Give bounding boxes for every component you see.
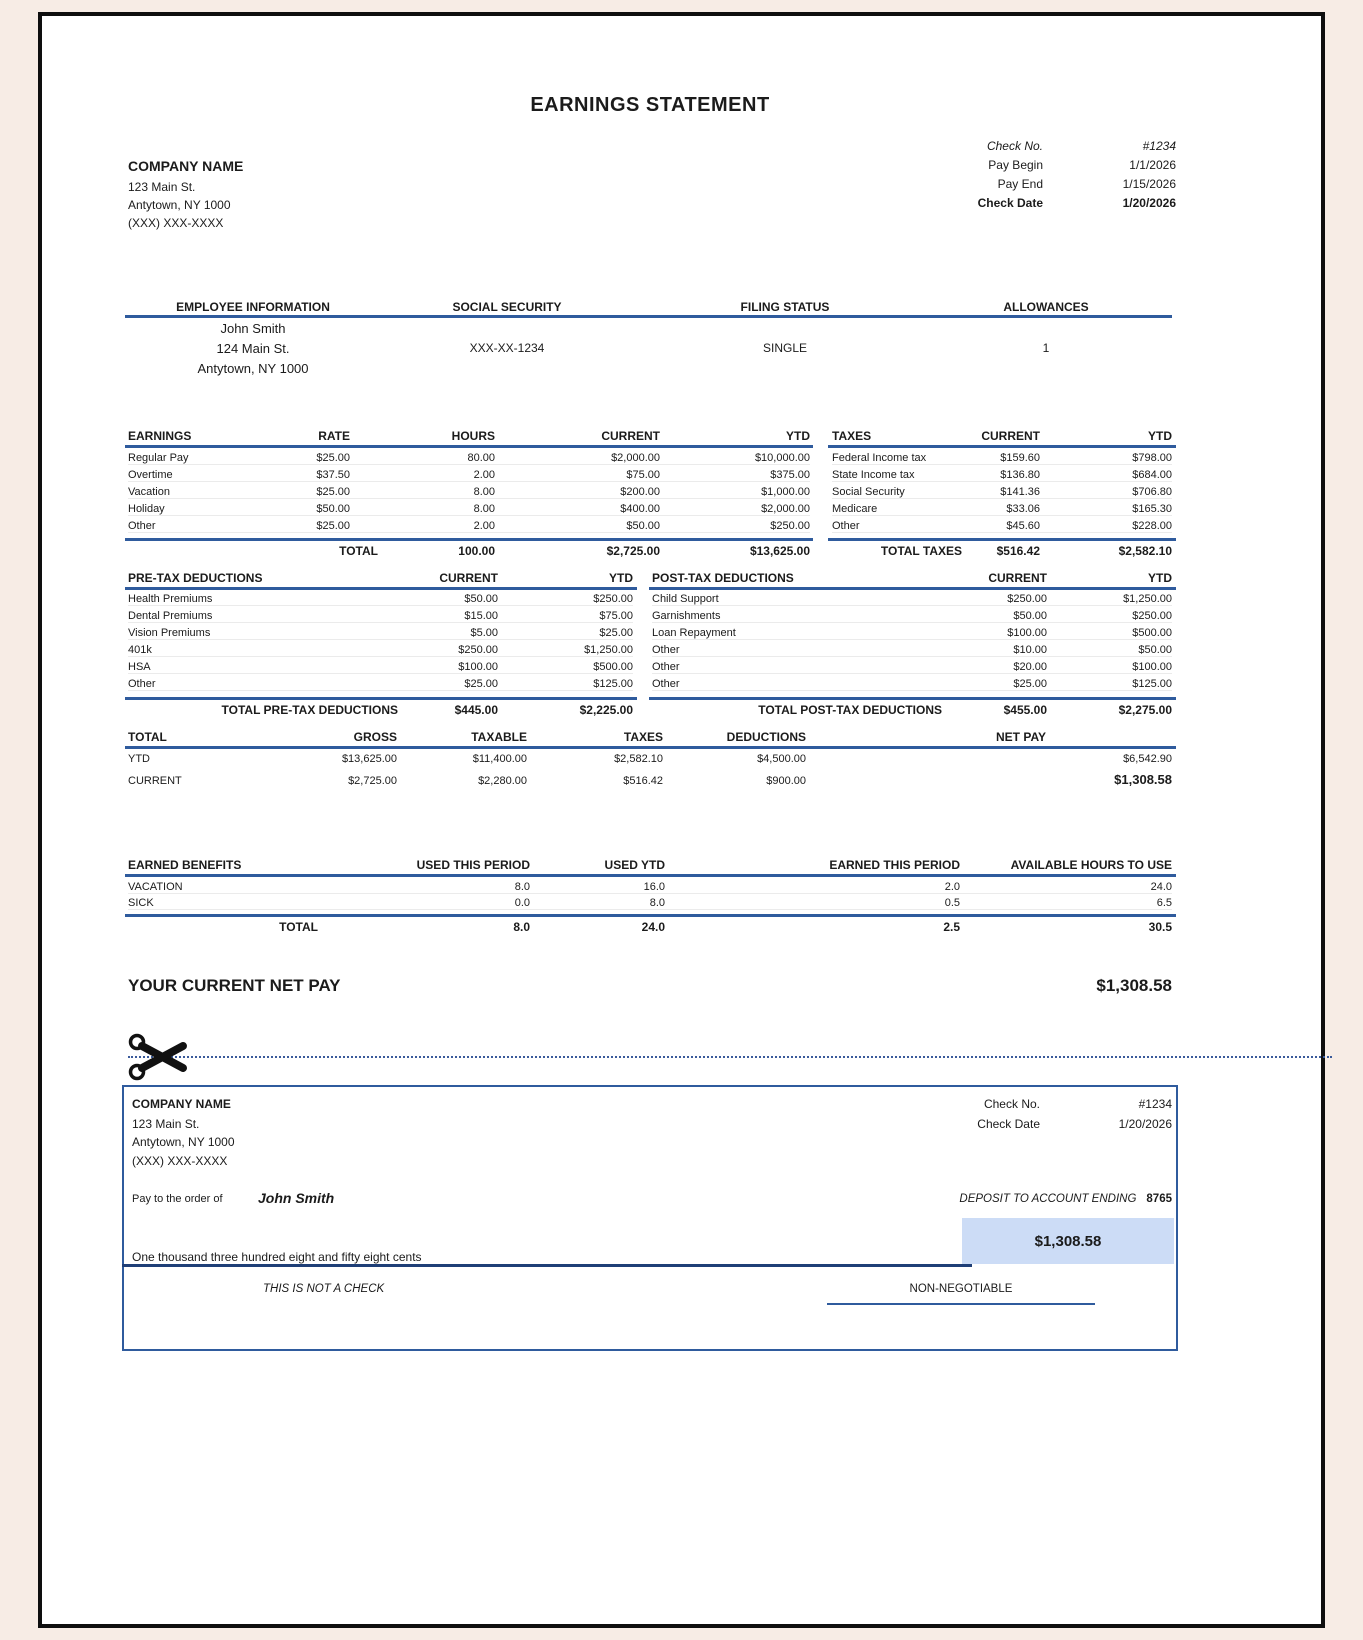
total-rule xyxy=(125,697,637,700)
totals-header-row xyxy=(128,730,1172,744)
payee-name: John Smith xyxy=(258,1190,335,1206)
company-city: Antytown, NY 1000 xyxy=(128,198,231,212)
non-negotiable-rule xyxy=(827,1303,1095,1305)
page-title: EARNINGS STATEMENT xyxy=(530,94,770,116)
posttax-total-current: $455.00 xyxy=(1003,703,1047,717)
header-rule xyxy=(125,874,1176,877)
totals-cell: $2,582.10 xyxy=(614,753,663,765)
benefits-total-cell: 8.0 xyxy=(513,920,530,934)
company-phone: (XXX) XXX-XXXX xyxy=(128,216,224,230)
posttax-cell: $50.00 xyxy=(1013,610,1047,622)
taxes-row xyxy=(832,503,1172,516)
benefits-cell: 24.0 xyxy=(1150,881,1172,893)
earnings-cell: $37.50 xyxy=(316,469,350,481)
check-date-row xyxy=(900,1117,1172,1131)
taxes-cell: $684.00 xyxy=(1132,469,1172,481)
taxes-total-ytd: $2,582.10 xyxy=(1118,544,1172,558)
benefits-total-cell: 24.0 xyxy=(641,920,665,934)
pretax-cell: $125.00 xyxy=(593,678,633,690)
deductions-header: DEDUCTIONS xyxy=(726,730,806,744)
posttax-cell: Garnishments xyxy=(652,610,721,622)
pretax-cell: $250.00 xyxy=(593,593,633,605)
pay-to-label: Pay to the order of xyxy=(132,1193,223,1205)
totals-cell: YTD xyxy=(128,753,150,765)
benefits-row xyxy=(128,897,1172,910)
pay-begin-label: Pay Begin xyxy=(988,158,1043,172)
totals-row-current xyxy=(128,772,1172,787)
pretax-cell: Health Premiums xyxy=(128,593,213,605)
earnings-cell: 2.00 xyxy=(473,520,495,532)
earnings-total-ytd: $13,625.00 xyxy=(749,544,810,558)
earnings-cell: $2,000.00 xyxy=(611,452,660,464)
posttax-header-row xyxy=(652,571,1172,585)
taxes-row xyxy=(832,520,1172,533)
benefits-row xyxy=(128,881,1172,894)
earnings-cell: Vacation xyxy=(128,486,170,498)
earnings-cell: 8.00 xyxy=(473,503,495,515)
earnings-row xyxy=(128,486,810,499)
benefits-cell: 16.0 xyxy=(643,881,665,893)
totals-cell: $2,725.00 xyxy=(348,775,397,787)
taxes-cell: $45.60 xyxy=(1006,520,1040,532)
posttax-cell: Child Support xyxy=(652,593,719,605)
check-company-city: Antytown, NY 1000 xyxy=(132,1135,235,1149)
pay-end-value: 1/15/2026 xyxy=(1122,177,1176,191)
taxes-row xyxy=(832,469,1172,482)
check-no-row xyxy=(900,1097,1172,1111)
taxable-header: TAXABLE xyxy=(471,730,527,744)
taxes-row xyxy=(832,486,1172,499)
pretax-cell: $50.00 xyxy=(464,593,498,605)
earnings-cell: Regular Pay xyxy=(128,452,189,464)
pretax-current-header: CURRENT xyxy=(439,571,498,585)
posttax-current-header: CURRENT xyxy=(988,571,1047,585)
posttax-cell: $125.00 xyxy=(1132,678,1172,690)
taxes-cell: Other xyxy=(832,520,860,532)
deposit-row xyxy=(800,1193,1172,1205)
posttax-cell: Other xyxy=(652,644,680,656)
earnings-cell: $25.00 xyxy=(316,452,350,464)
header-rule xyxy=(125,315,1172,318)
check-date-value: 1/20/2026 xyxy=(1118,1117,1172,1131)
company-name: COMPANY NAME xyxy=(128,158,244,174)
taxes-cell: $228.00 xyxy=(1132,520,1172,532)
check-amount: $1,308.58 xyxy=(1034,1232,1102,1250)
taxes-cell: $706.80 xyxy=(1132,486,1172,498)
totals-cell: $516.42 xyxy=(623,775,663,787)
posttax-header: POST-TAX DEDUCTIONS xyxy=(652,571,794,585)
taxes-ytd-header: YTD xyxy=(1148,429,1172,443)
earnings-total-label: TOTAL xyxy=(339,544,378,558)
posttax-row xyxy=(652,644,1172,657)
used-period-header: USED THIS PERIOD xyxy=(416,858,530,872)
header-rule xyxy=(125,587,637,590)
earnings-total-hours: 100.00 xyxy=(458,544,495,558)
totals-cell: $11,400.00 xyxy=(472,753,527,765)
taxes-header: TAXES xyxy=(832,429,872,443)
pretax-total-label: TOTAL PRE-TAX DEDUCTIONS xyxy=(221,703,398,717)
header-rule xyxy=(828,445,1176,448)
taxes-total-row xyxy=(832,544,1172,558)
pretax-cell: $5.00 xyxy=(470,627,498,639)
pretax-row xyxy=(128,610,633,623)
totals-row-ytd xyxy=(128,753,1172,765)
non-negotiable-label: NON-NEGOTIABLE xyxy=(909,1283,1013,1295)
earnings-cell: Holiday xyxy=(128,503,165,515)
check-info-row xyxy=(900,139,1176,153)
earnings-cell: Other xyxy=(128,520,156,532)
posttax-cell: $100.00 xyxy=(1007,627,1047,639)
check-date-label: Check Date xyxy=(977,1117,1040,1131)
benefits-total-row xyxy=(128,920,1172,934)
check-amount-box xyxy=(962,1218,1174,1264)
check-no-value: #1234 xyxy=(1138,1097,1172,1111)
company-address: 123 Main St. xyxy=(128,180,196,194)
benefits-total-cell: 2.5 xyxy=(943,920,960,934)
cut-line xyxy=(128,1056,1332,1058)
taxes-cell: Federal Income tax xyxy=(832,452,927,464)
totals-cell: $900.00 xyxy=(766,775,806,787)
earnings-cell: $75.00 xyxy=(626,469,660,481)
totals-cell: $2,280.00 xyxy=(478,775,527,787)
header-rule xyxy=(125,746,1176,749)
amount-words-line xyxy=(122,1240,972,1267)
earnings-cell: 2.00 xyxy=(473,469,495,481)
posttax-ytd-header: YTD xyxy=(1148,571,1172,585)
pretax-ytd-header: YTD xyxy=(609,571,633,585)
earnings-cell: $2,000.00 xyxy=(761,503,810,515)
taxes-total-label: TOTAL TAXES xyxy=(880,544,962,558)
header-rule xyxy=(649,587,1176,590)
earnings-cell: $250.00 xyxy=(770,520,810,532)
posttax-cell: $50.00 xyxy=(1138,644,1172,656)
earnings-cell: $50.00 xyxy=(626,520,660,532)
employee-ssn: XXX-XX-1234 xyxy=(469,341,545,355)
check-company-address: 123 Main St. xyxy=(132,1117,200,1131)
deposit-label: DEPOSIT TO ACCOUNT ENDING xyxy=(959,1193,1137,1205)
posttax-cell: $25.00 xyxy=(1013,678,1047,690)
benefits-cell: 0.0 xyxy=(514,897,530,909)
posttax-row xyxy=(652,627,1172,640)
pretax-cell: Vision Premiums xyxy=(128,627,211,639)
current-net-pay-amount: $1,308.58 xyxy=(1096,976,1172,995)
totals-cell: $13,625.00 xyxy=(341,753,397,765)
check-date-label: Check Date xyxy=(977,196,1043,210)
allowances-col-header: ALLOWANCES xyxy=(1003,300,1089,314)
used-ytd-header: USED YTD xyxy=(604,858,665,872)
amount-words: One thousand three hundred eight and fifty eight cents xyxy=(132,1250,422,1264)
earnings-header: EARNINGS xyxy=(128,429,192,443)
taxes-cell: Social Security xyxy=(832,486,905,498)
posttax-row xyxy=(652,678,1172,691)
posttax-cell: Loan Repayment xyxy=(652,627,736,639)
employee-city: Antytown, NY 1000 xyxy=(197,361,309,376)
document-page xyxy=(38,12,1325,1628)
check-company-phone: (XXX) XXX-XXXX xyxy=(132,1154,228,1168)
earnings-cell: $375.00 xyxy=(770,469,810,481)
earnings-cell: 80.00 xyxy=(467,452,495,464)
pretax-cell: $15.00 xyxy=(464,610,498,622)
benefits-cell: 0.5 xyxy=(944,897,960,909)
current-header: CURRENT xyxy=(601,429,660,443)
pretax-row xyxy=(128,644,633,657)
earnings-header-row xyxy=(128,429,810,443)
taxes-current-header: CURRENT xyxy=(981,429,1040,443)
check-company-name: COMPANY NAME xyxy=(132,1097,231,1111)
posttax-cell: $250.00 xyxy=(1007,593,1047,605)
benefits-cell: SICK xyxy=(128,897,154,909)
taxes-cell: $141.36 xyxy=(1000,486,1040,498)
pretax-cell: 401k xyxy=(128,644,152,656)
benefits-header-row xyxy=(128,858,1172,872)
employee-info-header xyxy=(128,300,1172,314)
earnings-cell: $50.00 xyxy=(316,503,350,515)
earnings-cell: Overtime xyxy=(128,469,173,481)
total-rule xyxy=(649,697,1176,700)
pay-begin-value: 1/1/2026 xyxy=(1129,158,1176,172)
earnings-row xyxy=(128,452,810,465)
total-rule xyxy=(828,538,1176,541)
employee-address: 124 Main St. xyxy=(216,341,290,356)
total-rule xyxy=(125,538,813,541)
totals-net-pay-current: $1,308.58 xyxy=(1114,772,1172,787)
check-no-label: Check No. xyxy=(983,1097,1040,1111)
taxes-cell: $33.06 xyxy=(1006,503,1040,515)
benefits-cell: 8.0 xyxy=(514,881,530,893)
benefits-cell: 2.0 xyxy=(944,881,960,893)
available-hours-header: AVAILABLE HOURS TO USE xyxy=(1010,858,1172,872)
pretax-cell: $500.00 xyxy=(593,661,633,673)
posttax-cell: $1,250.00 xyxy=(1123,593,1172,605)
pretax-cell: $25.00 xyxy=(599,627,633,639)
pretax-row xyxy=(128,678,633,691)
pay-end-label: Pay End xyxy=(997,177,1043,191)
check-no-label: Check No. xyxy=(986,139,1043,153)
totals-header: TOTAL xyxy=(128,730,167,744)
employee-info-col-header: EMPLOYEE INFORMATION xyxy=(176,300,330,314)
pretax-header-row xyxy=(128,571,633,585)
posttax-cell: $10.00 xyxy=(1013,644,1047,656)
earnings-cell: $25.00 xyxy=(316,486,350,498)
check-info-row xyxy=(900,177,1176,191)
pretax-cell: $100.00 xyxy=(458,661,498,673)
totals-cell: CURRENT xyxy=(128,775,182,787)
earnings-cell: $1,000.00 xyxy=(761,486,810,498)
posttax-cell: Other xyxy=(652,678,680,690)
pretax-row xyxy=(128,661,633,674)
taxes-cell: $798.00 xyxy=(1132,452,1172,464)
posttax-total-row xyxy=(652,703,1172,717)
pretax-total-ytd: $2,225.00 xyxy=(579,703,633,717)
employee-name: John Smith xyxy=(220,321,286,336)
totals-net-pay-ytd: $6,542.90 xyxy=(1123,753,1172,765)
pretax-cell: $25.00 xyxy=(464,678,498,690)
taxes-total-current: $516.42 xyxy=(996,544,1040,558)
taxes-col-header: TAXES xyxy=(623,730,663,744)
earnings-row xyxy=(128,520,810,533)
pretax-row xyxy=(128,593,633,606)
benefits-cell: VACATION xyxy=(128,881,183,893)
deposit-account: 8765 xyxy=(1146,1193,1172,1205)
posttax-row xyxy=(652,593,1172,606)
earnings-row xyxy=(128,469,810,482)
pretax-cell: $1,250.00 xyxy=(584,644,633,656)
earnings-total-row xyxy=(128,544,810,558)
filing-status-value: SINGLE xyxy=(762,341,807,355)
earnings-cell: 8.00 xyxy=(473,486,495,498)
posttax-total-label: TOTAL POST-TAX DEDUCTIONS xyxy=(758,703,942,717)
social-security-col-header: SOCIAL SECURITY xyxy=(452,300,562,314)
hours-header: HOURS xyxy=(451,429,495,443)
check-info-row xyxy=(900,158,1176,172)
earnings-cell: $10,000.00 xyxy=(754,452,810,464)
taxes-cell: State Income tax xyxy=(832,469,915,481)
pretax-cell: Dental Premiums xyxy=(128,610,213,622)
earned-period-header: EARNED THIS PERIOD xyxy=(829,858,960,872)
current-net-pay-label: YOUR CURRENT NET PAY xyxy=(128,976,341,995)
benefits-total-label: TOTAL xyxy=(279,920,318,934)
posttax-cell: $250.00 xyxy=(1132,610,1172,622)
total-rule xyxy=(125,914,1176,917)
totals-cell: $4,500.00 xyxy=(757,753,806,765)
benefits-cell: 6.5 xyxy=(1156,897,1172,909)
pretax-cell: $250.00 xyxy=(458,644,498,656)
check-info-row xyxy=(900,196,1176,210)
pretax-cell: $75.00 xyxy=(599,610,633,622)
gross-header: GROSS xyxy=(353,730,397,744)
check-no-value: #1234 xyxy=(1142,139,1176,153)
earnings-total-current: $2,725.00 xyxy=(606,544,660,558)
earnings-row xyxy=(128,503,810,516)
scissors-icon xyxy=(128,1032,190,1082)
taxes-cell: $159.60 xyxy=(1000,452,1040,464)
taxes-cell: Medicare xyxy=(832,503,878,515)
allowances-value: 1 xyxy=(1042,341,1050,355)
posttax-row xyxy=(652,661,1172,674)
not-a-check-disclaimer: THIS IS NOT A CHECK xyxy=(263,1283,385,1295)
posttax-cell: $20.00 xyxy=(1013,661,1047,673)
pretax-row xyxy=(128,627,633,640)
posttax-total-ytd: $2,275.00 xyxy=(1118,703,1172,717)
earnings-cell: $25.00 xyxy=(316,520,350,532)
header-rule xyxy=(125,445,813,448)
pretax-cell: Other xyxy=(128,678,156,690)
posttax-cell: $500.00 xyxy=(1132,627,1172,639)
pretax-header: PRE-TAX DEDUCTIONS xyxy=(128,571,263,585)
taxes-header-row xyxy=(832,429,1172,443)
net-pay-header: NET PAY xyxy=(996,730,1047,744)
ytd-header: YTD xyxy=(786,429,810,443)
benefits-total-cell: 30.5 xyxy=(1148,920,1172,934)
pretax-total-row xyxy=(128,703,633,717)
posttax-cell: Other xyxy=(652,661,680,673)
benefits-cell: 8.0 xyxy=(649,897,665,909)
posttax-cell: $100.00 xyxy=(1132,661,1172,673)
pretax-cell: HSA xyxy=(128,661,151,673)
pretax-total-current: $445.00 xyxy=(454,703,498,717)
benefits-header: EARNED BENEFITS xyxy=(128,858,242,872)
check-date-value: 1/20/2026 xyxy=(1122,196,1176,210)
rate-header: RATE xyxy=(318,429,350,443)
taxes-cell: $165.30 xyxy=(1132,503,1172,515)
taxes-cell: $136.80 xyxy=(1000,469,1040,481)
filing-status-col-header: FILING STATUS xyxy=(740,300,830,314)
posttax-row xyxy=(652,610,1172,623)
taxes-row xyxy=(832,452,1172,465)
earnings-cell: $400.00 xyxy=(620,503,660,515)
earnings-cell: $200.00 xyxy=(620,486,660,498)
